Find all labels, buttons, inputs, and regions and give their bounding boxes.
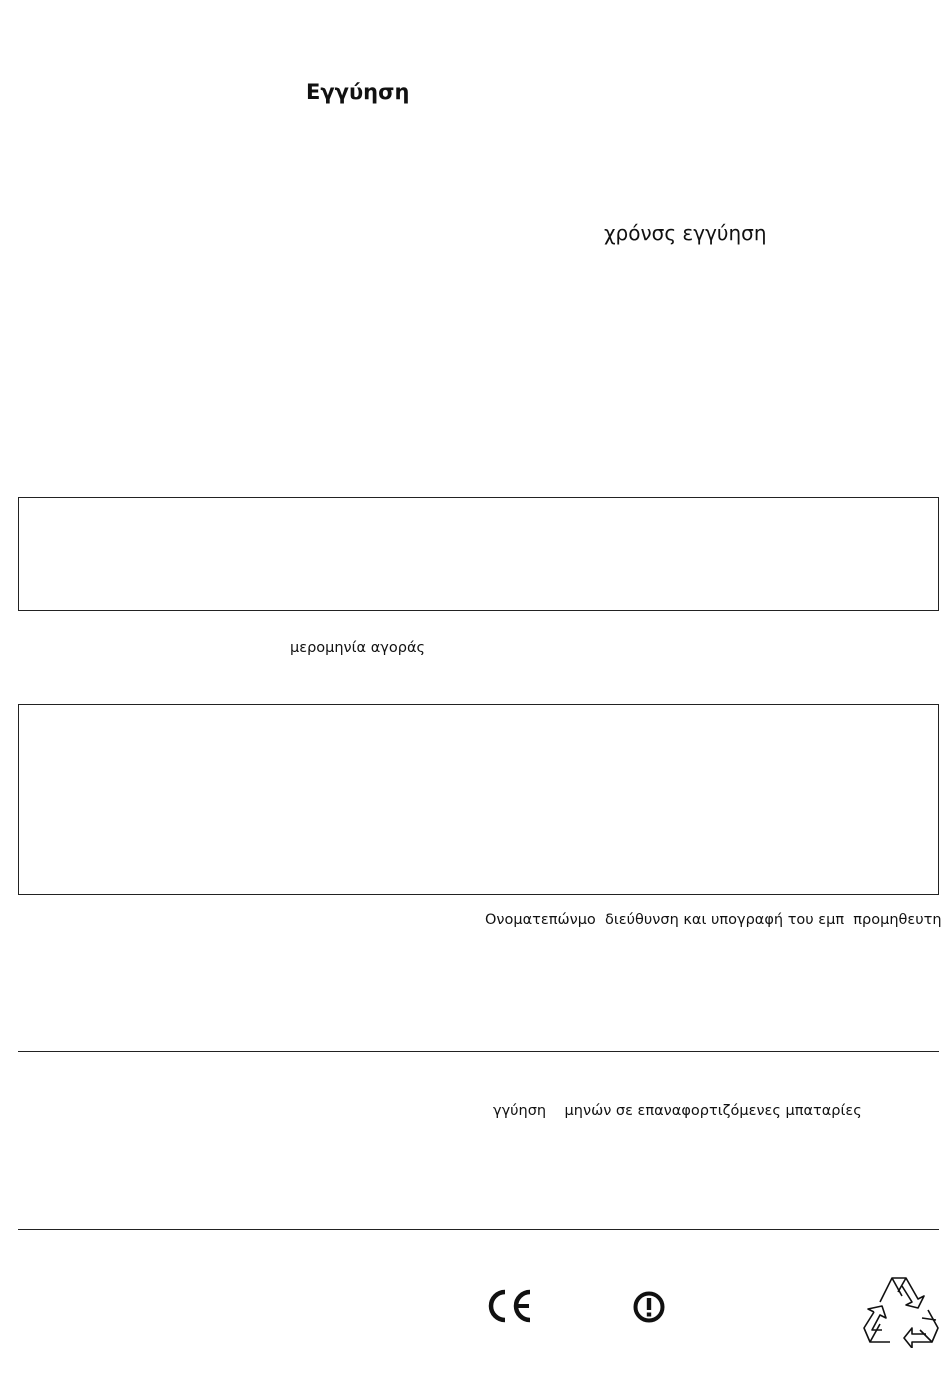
- warranty-period-label: χρόνσς εγγύηση: [604, 221, 767, 245]
- section-divider: [18, 1229, 939, 1230]
- recycle-icon: [862, 1272, 940, 1348]
- exclamation-circle-icon: [632, 1290, 666, 1324]
- dealer-signature-label: Ονοματεπώνμο διεύθυνση και υπογραφή του εμπ προμηθευτη: [485, 912, 942, 928]
- dealer-stamp-box[interactable]: [18, 704, 939, 895]
- ce-mark-icon: [486, 1288, 532, 1324]
- purchase-date-label: μερομηνία αγοράς: [290, 640, 426, 656]
- battery-warranty-label: γγύηση μηνών σε επαναφορτιζόμενες μπαταρίες: [493, 1103, 862, 1119]
- warranty-title: Εγγύηση: [306, 80, 410, 104]
- section-divider: [18, 1051, 939, 1052]
- customer-info-box[interactable]: [18, 497, 939, 611]
